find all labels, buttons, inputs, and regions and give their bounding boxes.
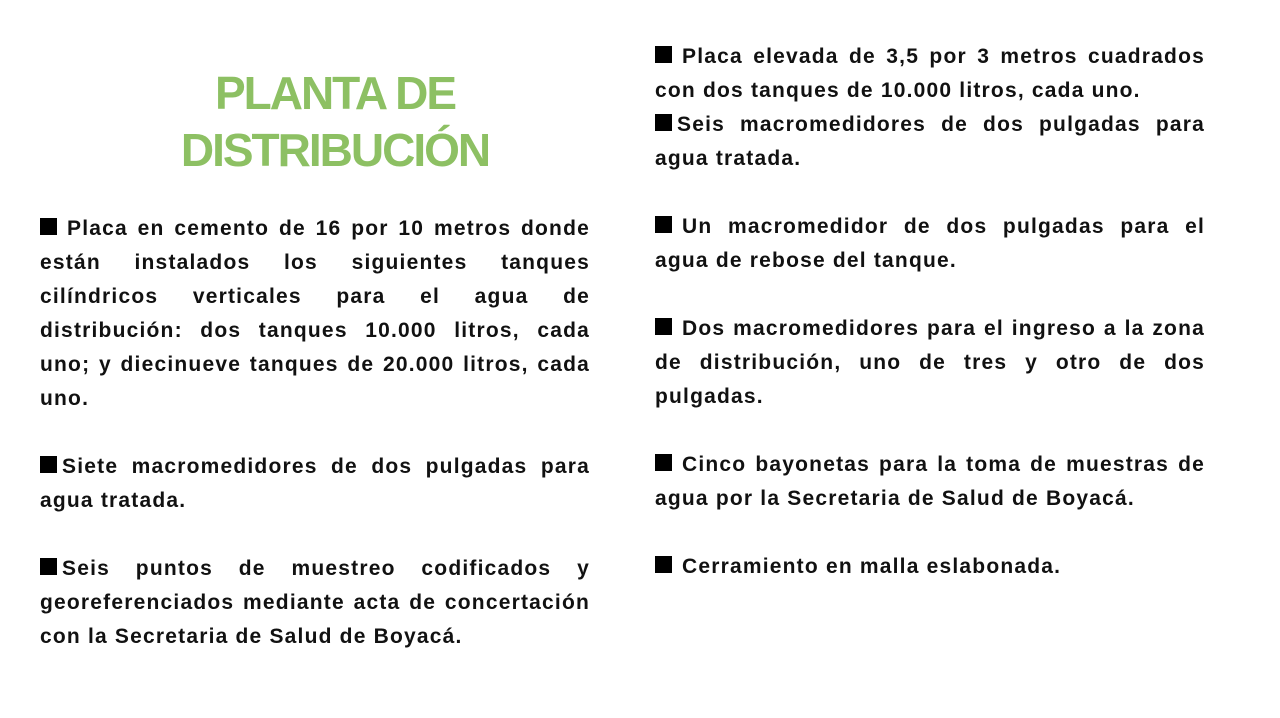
- list-item-text: Cerramiento en malla eslabonada.: [682, 555, 1062, 578]
- black-square-icon: [655, 556, 672, 573]
- list-item: [655, 40, 1205, 108]
- black-square-icon: [655, 454, 672, 471]
- list-item: [655, 550, 1205, 584]
- black-square-icon: [655, 318, 672, 335]
- list-item-text: Seis macromedidores de dos pulgadas para agua tratada.: [655, 113, 1205, 170]
- list-item: [655, 312, 1205, 414]
- list-item: [40, 552, 590, 654]
- left-column: [40, 212, 590, 654]
- list-item: [40, 450, 590, 518]
- black-square-icon: [40, 456, 57, 473]
- black-square-icon: [40, 218, 57, 235]
- list-item-text: Dos macromedidores para el ingreso a la zona de distribución, uno de tres y otro de dos pulgadas.: [655, 317, 1205, 408]
- title-line-2: DISTRIBUCIÓN: [180, 124, 490, 176]
- list-item-text: Un macromedidor de dos pulgadas para el agua de rebose del tanque.: [655, 215, 1205, 272]
- page-title: [120, 65, 550, 179]
- black-square-icon: [655, 46, 672, 63]
- black-square-icon: [655, 216, 672, 233]
- black-square-icon: [655, 114, 672, 131]
- list-item-text: Placa en cemento de 16 por 10 metros donde están instalados los siguientes tanques cilíndricos verticales para el agua de distribución: dos tanques 10.000 litros, cada uno; y diecinueve tanques de 20.000 litros, cada uno.: [40, 217, 590, 410]
- list-item: [655, 210, 1205, 278]
- list-item: [40, 212, 590, 416]
- list-item-text: Placa elevada de 3,5 por 3 metros cuadrados con dos tanques de 10.000 litros, cada uno.: [655, 45, 1205, 102]
- right-column: [655, 40, 1205, 584]
- title-line-1: PLANTA DE: [214, 67, 456, 119]
- black-square-icon: [40, 558, 57, 575]
- list-item: [655, 448, 1205, 516]
- list-item: [655, 108, 1205, 176]
- list-item-text: Cinco bayonetas para la toma de muestras de agua por la Secretaria de Salud de Boyacá.: [655, 453, 1205, 510]
- list-item-text: Seis puntos de muestreo codificados y georeferenciados mediante acta de concertación con la Secretaria de Salud de Boyacá.: [40, 557, 590, 648]
- list-item-text: Siete macromedidores de dos pulgadas para agua tratada.: [40, 455, 590, 512]
